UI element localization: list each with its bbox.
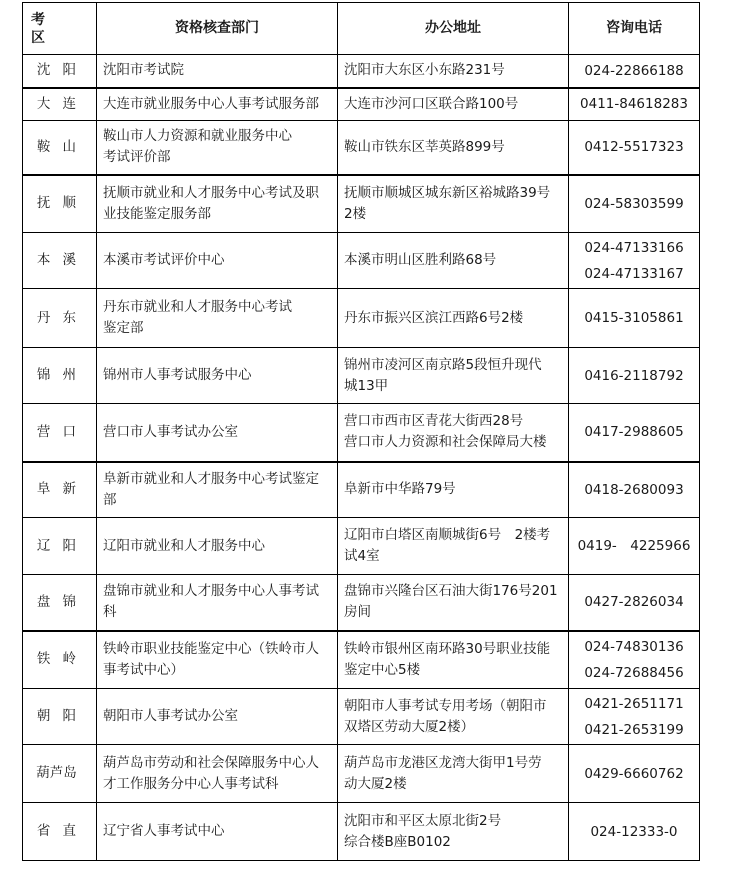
phone-line: 0421-2651171 [584,695,684,712]
phone-cell [569,803,700,861]
addr-line: 丹东市振兴区滨江西路6号2楼 [344,309,524,326]
phone-cell [569,55,700,88]
addr-cell [338,121,569,175]
region-cell: 省直 [23,803,97,861]
region-header [23,3,97,55]
dept-cell [97,689,338,745]
addr-line: 辽阳市白塔区南顺城街6号 2楼考 [344,527,551,543]
region-cell: 锦州 [23,348,97,404]
addr-cell [338,518,569,575]
dept-cell [97,121,338,175]
dept-line: 科 [103,604,117,621]
phone-line: 024-47133166 [584,239,684,256]
region-cell: 辽阳 [23,518,97,575]
phone-line: 0419- 4225966 [577,538,691,554]
dept-cell [97,348,338,404]
addr-line: 盘锦市兴隆台区石油大街176号201 [344,583,558,600]
addr-cell [338,745,569,803]
addr-line: 沈阳市和平区太原北街2号 [344,812,502,829]
addr-cell [338,689,569,745]
dept-line: 鉴定部 [103,320,144,336]
phone-line: 0418-2680093 [584,481,684,498]
dept-line: 抚顺市就业和人才服务中心考试及职 [103,184,319,201]
region-cell: 沈阳 [23,55,97,88]
region-cell: 本溪 [23,233,97,289]
table-row [23,289,700,348]
dept-line: 营口市人事考试办公室 [103,423,238,440]
table-row [23,348,700,404]
dept-cell [97,289,338,348]
phone-cell [569,289,700,348]
addr-line: 城13甲 [344,377,389,394]
addr-line: 大连市沙河口区联合路100号 [344,95,519,112]
dept-header: 资格核查部门 [97,3,338,55]
dept-line: 沈阳市考试院 [103,62,184,79]
region-cell: 鞍山 [23,121,97,175]
region-cell: 铁岭 [23,631,97,689]
phone-line: 0415-3105861 [584,310,684,326]
addr-line: 试4室 [344,548,380,564]
phone-cell [569,518,700,575]
exam-contact-table [22,2,700,861]
dept-cell [97,745,338,803]
phone-line: 0421-2653199 [584,721,684,738]
addr-cell [338,404,569,462]
addr-line: 葫芦岛市龙港区龙湾大街甲1号劳 [344,754,542,771]
region-cell: 阜新 [23,462,97,518]
dept-line: 锦州市人事考试服务中心 [103,367,252,383]
region-cell: 营口 [23,404,97,462]
phone-cell [569,689,700,745]
table-row [23,631,700,689]
phone-line: 0427-2826034 [584,594,684,611]
addr-line: 营口市西市区青花大街西28号 [344,413,524,430]
table-row [23,233,700,289]
dept-cell [97,575,338,631]
phone-line: 0417-2988605 [584,424,684,441]
table-header-row [23,3,700,55]
dept-line: 本溪市考试评价中心 [103,252,225,268]
phone-cell [569,175,700,233]
addr-header: 办公地址 [338,3,569,55]
addr-line: 综合楼B座B0102 [344,833,451,850]
phone-line: 024-12333-0 [590,823,678,840]
dept-cell [97,88,338,121]
dept-line: 阜新市就业和人才服务中心考试鉴定 [103,470,319,487]
phone-cell [569,88,700,121]
table-row [23,121,700,175]
addr-line: 营口市人力资源和社会保障局大楼 [344,434,547,451]
dept-cell [97,518,338,575]
addr-cell [338,55,569,88]
region-cell: 朝阳 [23,689,97,745]
addr-line: 动大厦2楼 [344,775,407,792]
dept-line: 丹东市就业和人才服务中心考试 [103,299,292,315]
table-row [23,404,700,462]
dept-line: 葫芦岛市劳动和社会保障服务中心人 [103,754,319,771]
addr-line: 房间 [344,604,371,621]
dept-line: 事考试中心） [103,661,184,678]
region-cell: 丹东 [23,289,97,348]
phone-line: 0429-6660762 [584,765,684,782]
dept-line: 业技能鉴定服务部 [103,205,211,222]
table-row [23,55,700,88]
phone-line: 024-47133167 [584,265,684,282]
table-row [23,745,700,803]
phone-cell [569,233,700,289]
phone-cell [569,462,700,518]
phone-cell [569,631,700,689]
dept-cell [97,175,338,233]
addr-cell [338,233,569,289]
table-row [23,175,700,233]
addr-cell [338,348,569,404]
dept-cell [97,233,338,289]
table-row [23,518,700,575]
dept-line: 部 [103,491,117,508]
region-cell: 大连 [23,88,97,121]
addr-line: 阜新市中华路79号 [344,481,456,498]
region-cell: 抚顺 [23,175,97,233]
region-cell: 盘锦 [23,575,97,631]
addr-cell [338,803,569,861]
dept-line: 铁岭市职业技能鉴定中心（铁岭市人 [103,640,319,657]
dept-cell [97,462,338,518]
dept-line: 大连市就业服务中心人事考试服务部 [103,95,319,112]
addr-cell [338,631,569,689]
phone-line: 024-22866188 [584,62,684,79]
phone-line: 0411-84618283 [580,96,688,113]
dept-cell [97,803,338,861]
dept-line: 才工作服务分中心人事考试科 [103,775,279,792]
addr-line: 抚顺市顺城区城东新区裕城路39号 [344,184,551,201]
addr-line: 鉴定中心5楼 [344,661,421,678]
dept-cell [97,631,338,689]
phone-line: 024-74830136 [584,638,684,655]
addr-cell [338,462,569,518]
region-cell: 葫芦岛 [23,745,97,803]
table-body [23,55,700,861]
dept-line: 朝阳市人事考试办公室 [103,708,238,724]
addr-line: 本溪市明山区胜利路68号 [344,252,497,268]
phone-line: 0416-2118792 [584,367,684,384]
dept-line: 辽宁省人事考试中心 [103,823,225,839]
table-row [23,689,700,745]
dept-cell [97,55,338,88]
dept-line: 盘锦市就业和人才服务中心人事考试 [103,583,319,600]
phone-line: 024-72688456 [584,664,684,681]
addr-line: 鞍山市铁东区莘英路899号 [344,138,505,155]
addr-line: 双塔区劳动大厦2楼） [344,718,475,735]
addr-line: 朝阳市人事考试专用考场（朝阳市 [344,697,547,714]
region-header-line-1: 考 [31,11,45,28]
addr-cell [338,175,569,233]
phone-line: 024-58303599 [584,195,684,212]
addr-cell [338,88,569,121]
phone-line: 0412-5517323 [584,139,684,156]
addr-line: 2楼 [344,205,367,222]
phone-cell [569,121,700,175]
phone-header: 咨询电话 [569,3,700,55]
phone-cell [569,745,700,803]
addr-line: 沈阳市大东区小东路231号 [344,62,505,79]
addr-cell [338,575,569,631]
phone-cell [569,575,700,631]
phone-cell [569,404,700,462]
phone-cell [569,348,700,404]
region-header-line-2: 区 [31,29,45,46]
table-row [23,88,700,121]
addr-cell [338,289,569,348]
dept-line: 考试评价部 [103,149,171,166]
addr-line: 铁岭市银州区南环路30号职业技能 [344,640,551,657]
dept-cell [97,404,338,462]
addr-line: 锦州市凌河区南京路5段恒升现代 [344,356,542,373]
dept-line: 辽阳市就业和人才服务中心 [103,537,265,554]
table-row [23,803,700,861]
table-row [23,575,700,631]
table-row [23,462,700,518]
dept-line: 鞍山市人力资源和就业服务中心 [103,128,292,145]
